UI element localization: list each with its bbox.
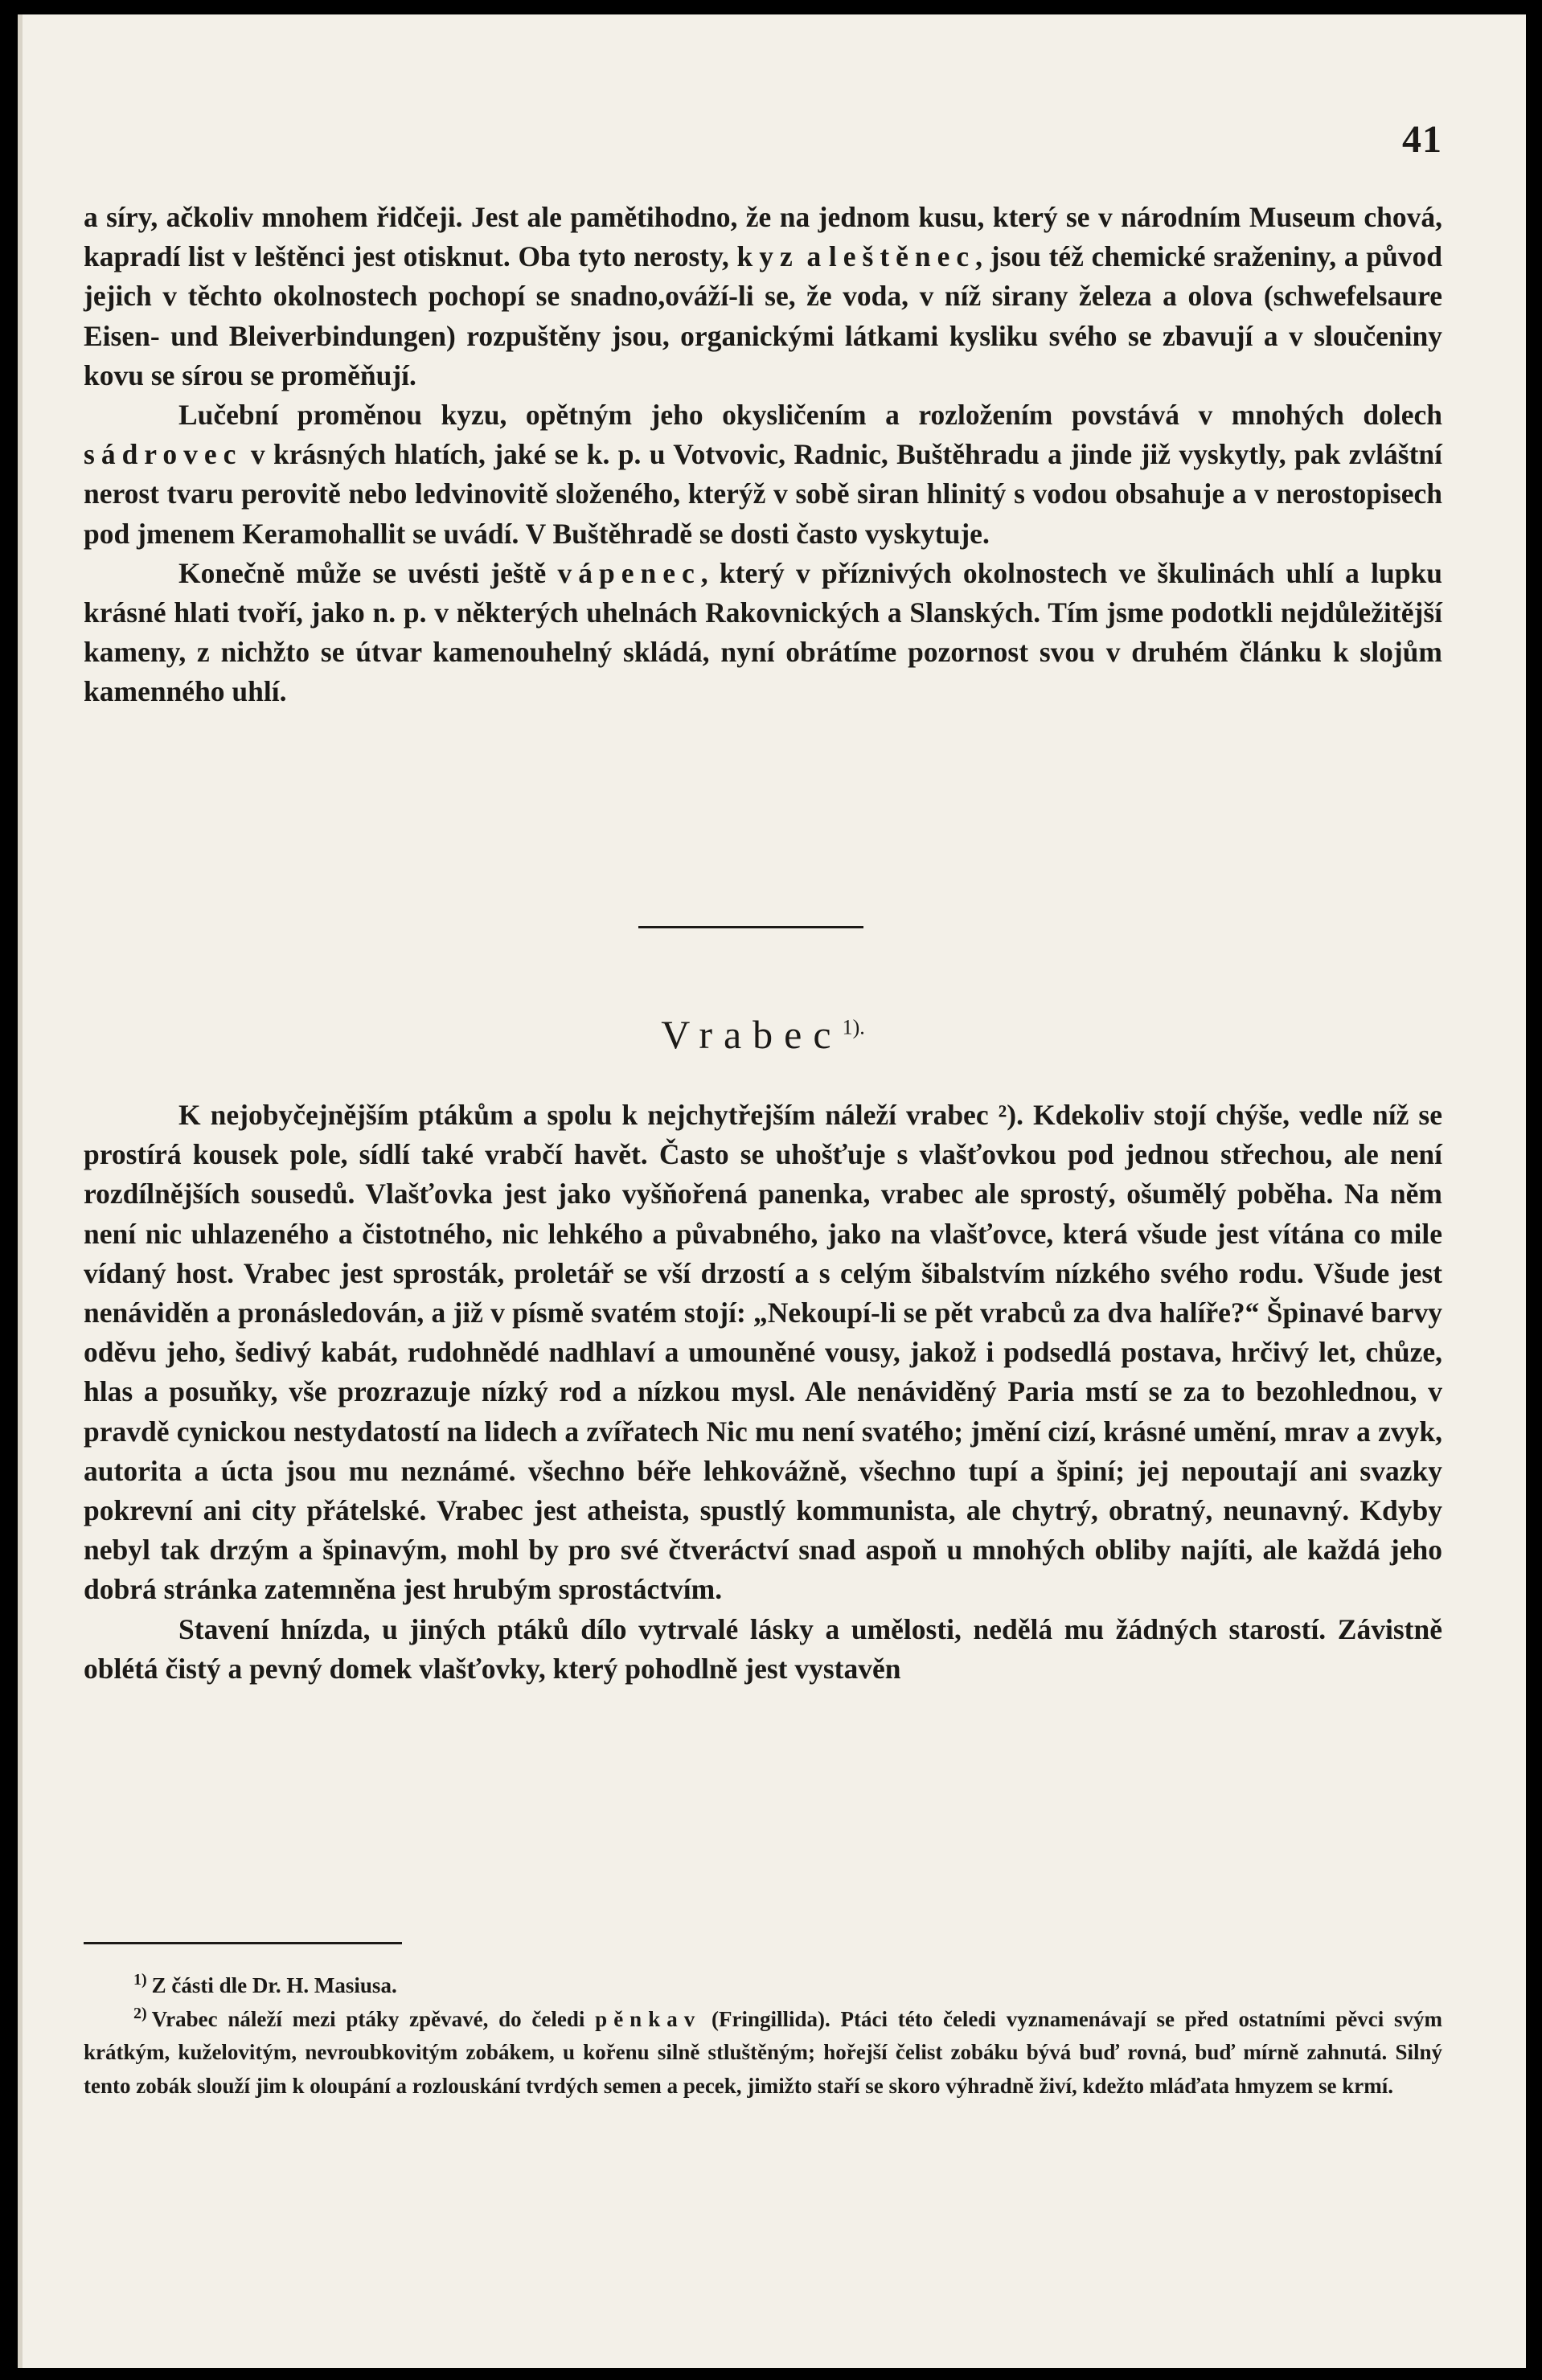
- footnote-rule: [84, 1942, 402, 1944]
- paragraph-2-text-a: Lučební proměnou kyzu, opětným jeho okysličením a rozložením povstává v mnohých dolech: [178, 399, 1442, 432]
- footnotes: [84, 1969, 1442, 2103]
- footnote-2-mark: 2): [133, 2004, 147, 2022]
- vrabec-paragraph-1: K nejobyčejnějším ptákům a spolu k nejchytřejším náleží vrabec ²). Kdekoliv stojí chýše, vedle níž se prostírá kousek pole, sídlí také vrabčí havět. Často se uhošťuje s vlašťovkou pod jednou střechou, ale není rozdílnějších sousedů. Vlašťovka jest jako vyšňořená panenka, vrabec ale sprostý, ošumělý poběha. Na něm není nic uhlazeného a čistotného, nic lehkého a půvabného, jako na vlašťovce, která všude jest vítána co mile vídaný host. Vrabec jest sprosták, proletář se vší drzostí a s celým šibalstvím nízkého svého rodu. Všude jest nenáviděn a pronásledován, a již v písmě svatém stojí: „Nekoupí-li se pět vrabců za dva halíře?“ Špinavé barvy oděvu jeho, šedivý kabát, rudohnědé nadhlaví a umouněné vousy, jakož i podsedlá postava, hrčivý let, chůze, hlas a posuňky, vše prozrazuje nízký rod a nízkou mysl. Ale nenáviděný Paria mstí se za to bezohlednou, v pravdě cynickou nestydatostí na lidech a zvířatech Nic mu není svatého; jmění cizí, krásné umění, mrav a zvyk, autorita a úcta jsou mu neznámé. všechno béře lehkovážně, všechno tupí a špiní; jej nepoutají ani svazky pokrevní ani city přátelské. Vrabec jest atheista, spustlý kommunista, ale chytrý, obratný, neunavný. Kdyby nebyl tak drzým a špinavým, mohl by pro své čtveráctví snad aspoň u mnohých obliby najíti, ale každá jeho dobrá stránka zatemněna jest hrubým sprostáctvím.: [84, 1099, 1442, 1606]
- spaced-term-lestenec: leštěnec: [828, 240, 976, 273]
- spaced-term-penkav: pěnkav: [595, 2006, 702, 2031]
- footnote-1-mark: 1): [133, 1971, 147, 1989]
- section-vrabec: [84, 1096, 1442, 1689]
- footnote-2-text-b: (Fringillida). Ptáci této čeledi vyznamenávají se před ostatními pěvci svým krátkým, kuželovitým, nevroubkovitým zobákem, u kořenu silně stluštěným; hořejší čelist zobáku bývá buď rovná, buď mírně zahnutá. Silný tento zobák slouží jim k oloupání a rozlouskání tvrdých semen a pecek, jimižto staří se skoro výhradně živí, kdežto mláďata hmyzem se krmí.: [84, 2006, 1442, 2098]
- article-title-text: Vrabec: [661, 1012, 843, 1057]
- paragraph-1-conj: a: [806, 240, 822, 273]
- article-title: [84, 1011, 1442, 1058]
- spaced-term-sadrovec: sádrovec: [84, 438, 243, 471]
- paragraph-2: [84, 395, 1442, 554]
- book-page: [18, 14, 1526, 2368]
- page-number: 41: [1402, 118, 1442, 161]
- paragraph-2-text-b: v krásných hlatích, jaké se k. p. u Votvovic, Radnic, Buštěhradu a jinde již vyskytly, pak zvláštní nerost tvaru perovitě nebo ledvinovitě složeného, kterýž v sobě siran hlinitý s vodou obsahuje a v nerostopisech pod jmenem Keramohallit se uvádí. V Buštěhradě se dosti často vyskytuje.: [84, 438, 1443, 550]
- paragraph-3-text-a: Konečně může se uvésti ještě: [178, 556, 547, 589]
- spaced-term-kyz: kyz: [736, 240, 799, 273]
- spaced-term-vapenec: vápenec: [557, 556, 701, 589]
- section-divider: [638, 926, 863, 928]
- article-title-footnote-mark: 1).: [842, 1015, 865, 1039]
- page-edge: [18, 14, 23, 2368]
- footnote-1: [84, 1969, 1442, 2003]
- paragraph-1: [84, 198, 1442, 395]
- section-geology: [84, 198, 1442, 712]
- paragraph-3-text-b: , který v příznivých okolnostech ve škulinách uhlí a lupku krásné hlati tvoří, jako n. p. v některých uhelnách Rakovnických a Slanských. Tím jsme podotkli nejdůležitější kameny, z nichžto se útvar kamenouhelný skládá, nyní obrátíme pozornost svou v druhém článku k slojům kamenného uhlí.: [84, 556, 1442, 708]
- paragraph-3: [84, 554, 1442, 712]
- footnote-2: [84, 2003, 1442, 2103]
- paragraph-1-text-a: a síry, ačkoliv mnohem řidčeji. Jest ale pamětihodno, že na jednom kusu, který se v národním Museum chová, kapradí list v leštěnci jest otisknut. Oba tyto nerosty,: [84, 201, 1442, 273]
- footnote-1-text: Z části dle Dr. H. Masiusa.: [151, 1973, 397, 1997]
- footnote-2-text-a: Vrabec náleží mezi ptáky zpěvavé, do čeledi: [151, 2006, 585, 2031]
- paragraph-1-text-b: , jsou též chemické sraženiny, a původ jejich v těchto okolnostech pochopí se snadno,ováží-li se, že voda, v níž sirany železa a olova (schwefelsaure Eisen- und Bleiverbindungen) rozpuštěny jsou, organickými látkami kysliku svého se zbavují a v sloučeniny kovu se sírou se proměňují.: [84, 240, 1443, 391]
- vrabec-paragraph-2: Stavení hnízda, u jiných ptáků dílo vytrvalé lásky a umělosti, nedělá mu žádných starostí. Závistně oblétá čistý a pevný domek vlašťovky, který pohodlně jest vystavěn: [84, 1612, 1442, 1685]
